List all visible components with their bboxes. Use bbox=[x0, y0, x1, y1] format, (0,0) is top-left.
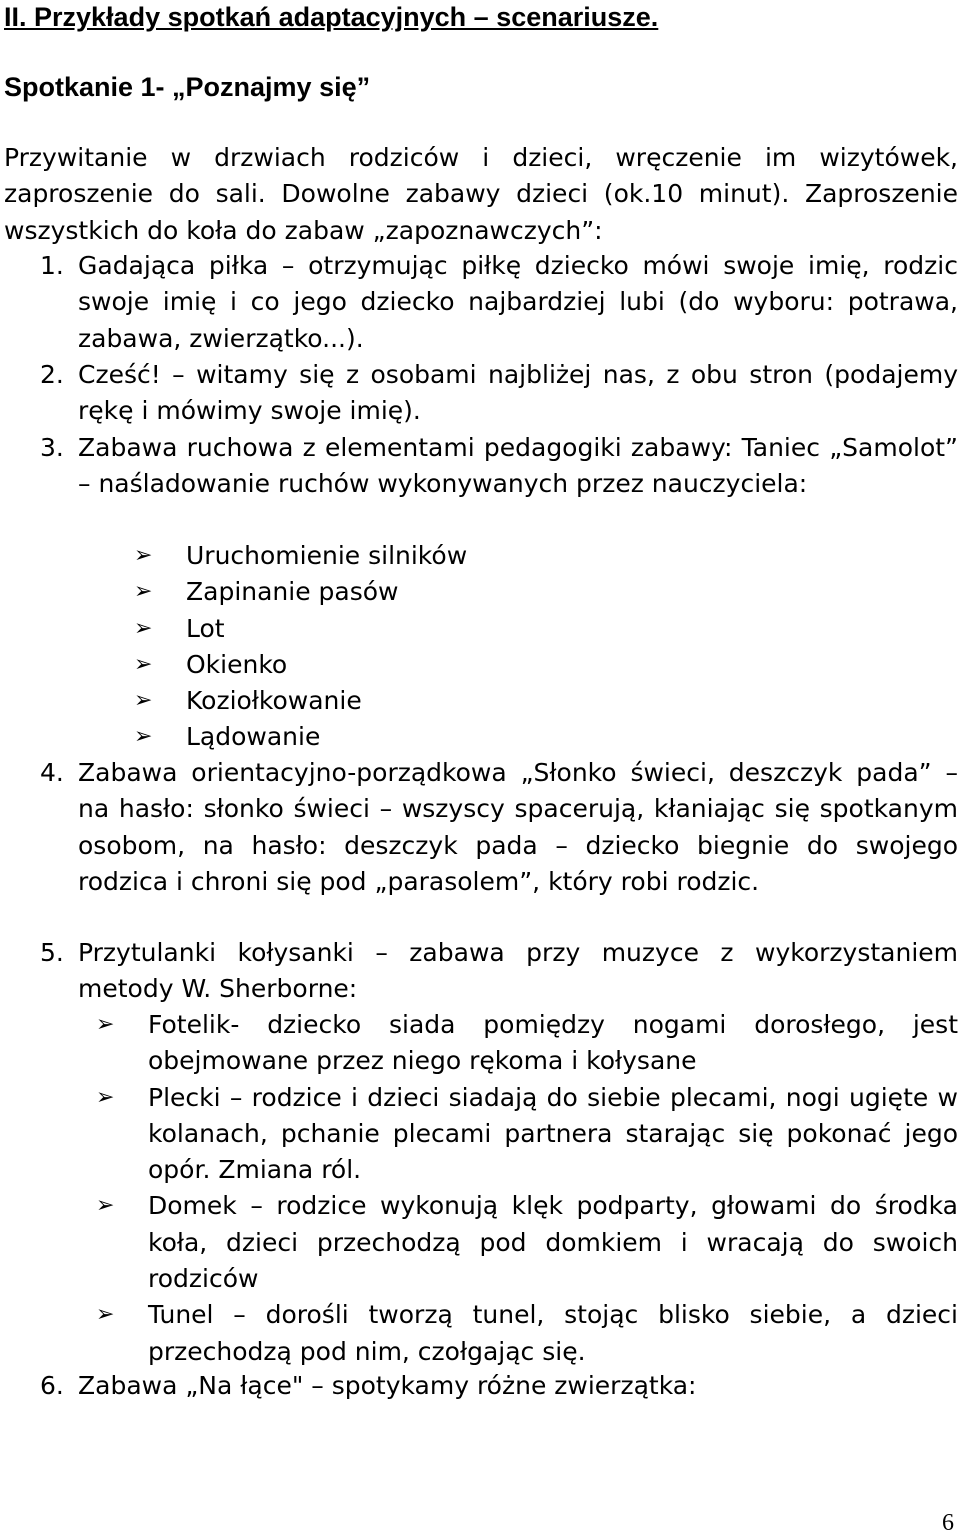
list-item: ➢ Tunel – dorośli tworzą tunel, stojąc blisko siebie, a dzieci przechodzą pod nim, czołgając się. bbox=[148, 1297, 958, 1370]
list-item: ➢ Lądowanie bbox=[146, 719, 958, 755]
arrowhead-bullet-icon: ➢ bbox=[96, 1012, 115, 1037]
item-text: Gadająca piłka – otrzymując piłkę dziecko mówi swoje imię, rodzic swoje imię i co jego dziecko najbardziej lubi (do wyboru: potrawa, zabawa, zwierzątko...). bbox=[78, 251, 958, 353]
list-item-2 bbox=[40, 357, 958, 430]
item-number: 4. bbox=[40, 758, 64, 787]
arrowhead-bullet-icon: ➢ bbox=[134, 724, 153, 750]
item-text: Zabawa ruchowa z elementami pedagogiki zabawy: Taniec „Samolot” – naśladowanie ruchów wykonywanych przez nauczyciela: bbox=[78, 433, 958, 499]
list-item-1 bbox=[40, 248, 958, 357]
item-number: 6. bbox=[40, 1371, 64, 1400]
meeting-title: Spotkanie 1- „Poznajmy się” bbox=[4, 72, 371, 102]
arrowhead-bullet-icon: ➢ bbox=[134, 688, 153, 714]
list-item: ➢ Uruchomienie silników bbox=[146, 538, 958, 574]
samolot-steps-list bbox=[134, 538, 958, 756]
item-number: 1. bbox=[40, 251, 64, 280]
list-item: ➢ Koziołkowanie bbox=[146, 683, 958, 719]
arrowhead-bullet-icon: ➢ bbox=[96, 1302, 115, 1328]
list-item-6 bbox=[40, 1368, 958, 1404]
intro-paragraph: Przywitanie w drzwiach rodziców i dzieci, wręczenie im wizytówek, zaproszenie do sali. Dowolne zabawy dzieci (ok.10 minut). Zaproszenie wszystkich do koła do zabaw „zapoznawczych”: bbox=[4, 143, 958, 245]
list-item: ➢ Domek – rodzice wykonują klęk podparty, głowami do środka koła, dzieci przechodzą pod domkiem i wracają do swoich rodziców bbox=[148, 1188, 958, 1297]
page-number: 6 bbox=[942, 1510, 954, 1536]
list-item-4 bbox=[40, 755, 958, 900]
list-item: ➢ Okienko bbox=[146, 647, 958, 683]
item-number: 3. bbox=[40, 433, 64, 462]
item-number: 5. bbox=[40, 938, 64, 967]
arrowhead-bullet-icon: ➢ bbox=[134, 651, 153, 677]
item-text: Zabawa „Na łące" – spotykamy różne zwierzątka: bbox=[78, 1371, 697, 1400]
arrowhead-bullet-icon: ➢ bbox=[134, 615, 153, 641]
list-item: ➢ Lot bbox=[146, 611, 958, 647]
list-item: ➢ Fotelik- dziecko siada pomiędzy nogami dorosłego, jest obejmowane przez niego rękoma i kołysane bbox=[148, 1007, 958, 1080]
arrowhead-bullet-icon: ➢ bbox=[134, 543, 153, 568]
sherborne-exercises-list bbox=[96, 1007, 958, 1370]
list-item: ➢ Zapinanie pasów bbox=[146, 574, 958, 610]
arrowhead-bullet-icon: ➢ bbox=[134, 579, 153, 605]
item-text: Zabawa orientacyjno-porządkowa „Słonko świeci, deszczyk pada” – na hasło: słonko świeci – wszyscy spacerują, kłaniając się spotkanym osobom, na hasło: deszczyk pada – dziecko biegnie do swojego rodzica i chroni się pod „parasolem”, który robi rodzic. bbox=[78, 758, 958, 896]
list-item: ➢ Plecki – rodzice i dzieci siadają do siebie plecami, nogi ugięte w kolanach, pchanie plecami partnera starając się pokonać jego opór. Zmiana ról. bbox=[148, 1080, 958, 1189]
arrowhead-bullet-icon: ➢ bbox=[96, 1193, 115, 1219]
item-text: Cześć! – witamy się z osobami najbliżej nas, z obu stron (podajemy rękę i mówimy swoje imię). bbox=[78, 360, 958, 426]
section-title: II. Przykłady spotkań adaptacyjnych – scenariusze. bbox=[4, 2, 659, 32]
item-number: 2. bbox=[40, 360, 64, 389]
list-item-3 bbox=[40, 430, 958, 503]
list-item-5 bbox=[40, 935, 958, 1008]
item-text: Przytulanki kołysanki – zabawa przy muzyce z wykorzystaniem metody W. Sherborne: bbox=[78, 938, 958, 1004]
arrowhead-bullet-icon: ➢ bbox=[96, 1084, 115, 1110]
